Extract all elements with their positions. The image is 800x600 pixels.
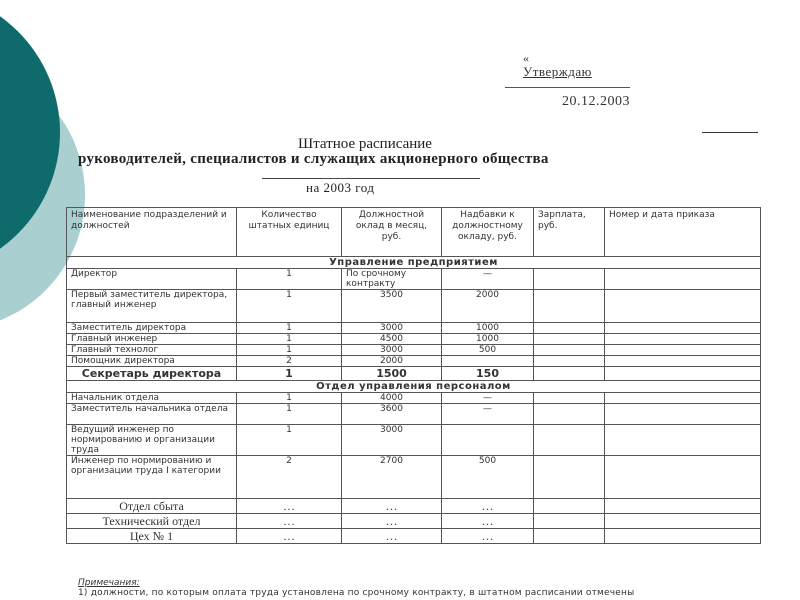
cell-order: [605, 529, 761, 544]
cell-name: Главный инженер: [67, 334, 237, 345]
table-row: [67, 290, 761, 323]
cell-bonus: 150: [442, 367, 534, 381]
section-title: Отдел управления персоналом: [67, 381, 761, 393]
cell-pay: [534, 290, 605, 323]
table-row: [67, 514, 761, 529]
cell-bonus: 2000: [442, 290, 534, 323]
cell-name: Секретарь директора: [67, 367, 237, 381]
cell-bonus: —: [442, 393, 534, 404]
cell-bonus: …: [442, 499, 534, 514]
cell-bonus: [442, 356, 534, 367]
cell-bonus: —: [442, 404, 534, 425]
table-row: [67, 425, 761, 456]
cell-salary: 3500: [342, 290, 442, 323]
cell-bonus: 500: [442, 345, 534, 356]
section-row: [67, 381, 761, 393]
table-row: [67, 269, 761, 290]
cell-name: Первый заместитель директора, главный инженер: [67, 290, 237, 323]
cell-count: 1: [237, 334, 342, 345]
cell-salary: 1500: [342, 367, 442, 381]
cell-name: Начальник отдела: [67, 393, 237, 404]
cell-pay: [534, 345, 605, 356]
table-row: [67, 529, 761, 544]
cell-pay: [534, 529, 605, 544]
cell-name: Директор: [67, 269, 237, 290]
cell-pay: [534, 323, 605, 334]
side-rule: [702, 132, 758, 133]
cell-order: [605, 393, 761, 404]
cell-count: 1: [237, 367, 342, 381]
approval-signature-line: [505, 87, 630, 88]
cell-pay: [534, 514, 605, 529]
cell-bonus: …: [442, 529, 534, 544]
header-salary: Должностной оклад в месяц, руб.: [342, 208, 442, 257]
table-row: [67, 345, 761, 356]
cell-name: Главный технолог: [67, 345, 237, 356]
section-title: Управление предприятием: [67, 257, 761, 269]
header-order: Номер и дата приказа: [605, 208, 761, 257]
cell-name: Помощник директора: [67, 356, 237, 367]
cell-count: 1: [237, 393, 342, 404]
cell-salary: 4500: [342, 334, 442, 345]
cell-name: Цех № 1: [67, 529, 237, 544]
table-row: [67, 367, 761, 381]
cell-pay: [534, 269, 605, 290]
cell-salary: …: [342, 514, 442, 529]
cell-name: Отдел сбыта: [67, 499, 237, 514]
cell-count: 1: [237, 323, 342, 334]
cell-pay: [534, 334, 605, 345]
header-name: Наименование подразделений и должностей: [67, 208, 237, 257]
cell-order: [605, 404, 761, 425]
cell-count: 1: [237, 345, 342, 356]
document-year: на 2003 год: [306, 180, 375, 195]
cell-salary: …: [342, 529, 442, 544]
approval-quote: «: [523, 51, 529, 65]
cell-pay: [534, 367, 605, 381]
table-row: [67, 356, 761, 367]
cell-salary: …: [342, 499, 442, 514]
table-row: [67, 393, 761, 404]
document-title: Штатное расписание: [298, 136, 432, 152]
cell-count: …: [237, 529, 342, 544]
cell-salary: 3600: [342, 404, 442, 425]
header-bonus: Надбавки к должностному окладу, руб.: [442, 208, 534, 257]
cell-count: …: [237, 514, 342, 529]
cell-order: [605, 499, 761, 514]
cell-bonus: 500: [442, 456, 534, 499]
cell-order: [605, 356, 761, 367]
cell-count: 2: [237, 456, 342, 499]
notes-text: 1) должности, по которым оплата труда установлена по срочному контракту, в штатном расписании отмечены: [78, 588, 635, 598]
cell-count: …: [237, 499, 342, 514]
cell-bonus: —: [442, 269, 534, 290]
cell-pay: [534, 425, 605, 456]
cell-bonus: …: [442, 514, 534, 529]
cell-order: [605, 323, 761, 334]
cell-pay: [534, 499, 605, 514]
cell-pay: [534, 356, 605, 367]
notes-label: Примечания:: [78, 578, 140, 588]
cell-pay: [534, 393, 605, 404]
cell-salary: 3000: [342, 323, 442, 334]
cell-count: 1: [237, 425, 342, 456]
footnotes: [78, 578, 634, 598]
cell-salary: 2700: [342, 456, 442, 499]
section-row: [67, 257, 761, 269]
header-pay: Зарплата, руб.: [534, 208, 605, 257]
cell-salary: 4000: [342, 393, 442, 404]
cell-count: 1: [237, 290, 342, 323]
cell-count: 1: [237, 404, 342, 425]
cell-order: [605, 334, 761, 345]
table-row: [67, 499, 761, 514]
table-header-row: [67, 208, 761, 257]
table-row: [67, 334, 761, 345]
cell-order: [605, 456, 761, 499]
cell-bonus: 1000: [442, 323, 534, 334]
cell-count: 2: [237, 356, 342, 367]
table-row: [67, 404, 761, 425]
cell-salary: 3000: [342, 345, 442, 356]
cell-bonus: [442, 425, 534, 456]
table-row: [67, 456, 761, 499]
approval-heading: Утверждаю: [523, 64, 592, 79]
cell-order: [605, 269, 761, 290]
subtitle-rule: [262, 178, 480, 179]
cell-name: Инженер по нормированию и организации труда I категории: [67, 456, 237, 499]
cell-salary: 2000: [342, 356, 442, 367]
cell-salary: По срочному контракту: [342, 269, 442, 290]
document-subtitle: руководителей, специалистов и служащих акционерного общества: [78, 151, 549, 167]
cell-name: Заместитель начальника отдела: [67, 404, 237, 425]
cell-count: 1: [237, 269, 342, 290]
cell-order: [605, 425, 761, 456]
cell-pay: [534, 456, 605, 499]
cell-bonus: 1000: [442, 334, 534, 345]
staffing-table: [66, 207, 761, 544]
cell-name: Технический отдел: [67, 514, 237, 529]
cell-salary: 3000: [342, 425, 442, 456]
cell-order: [605, 290, 761, 323]
approval-stamp: [505, 52, 630, 110]
cell-order: [605, 514, 761, 529]
cell-pay: [534, 404, 605, 425]
approval-date: 20.12.2003: [562, 94, 630, 109]
cell-order: [605, 367, 761, 381]
cell-name: Ведущий инженер по нормированию и организации труда: [67, 425, 237, 456]
cell-name: Заместитель директора: [67, 323, 237, 334]
table-row: [67, 323, 761, 334]
header-count: Количество штатных единиц: [237, 208, 342, 257]
cell-order: [605, 345, 761, 356]
